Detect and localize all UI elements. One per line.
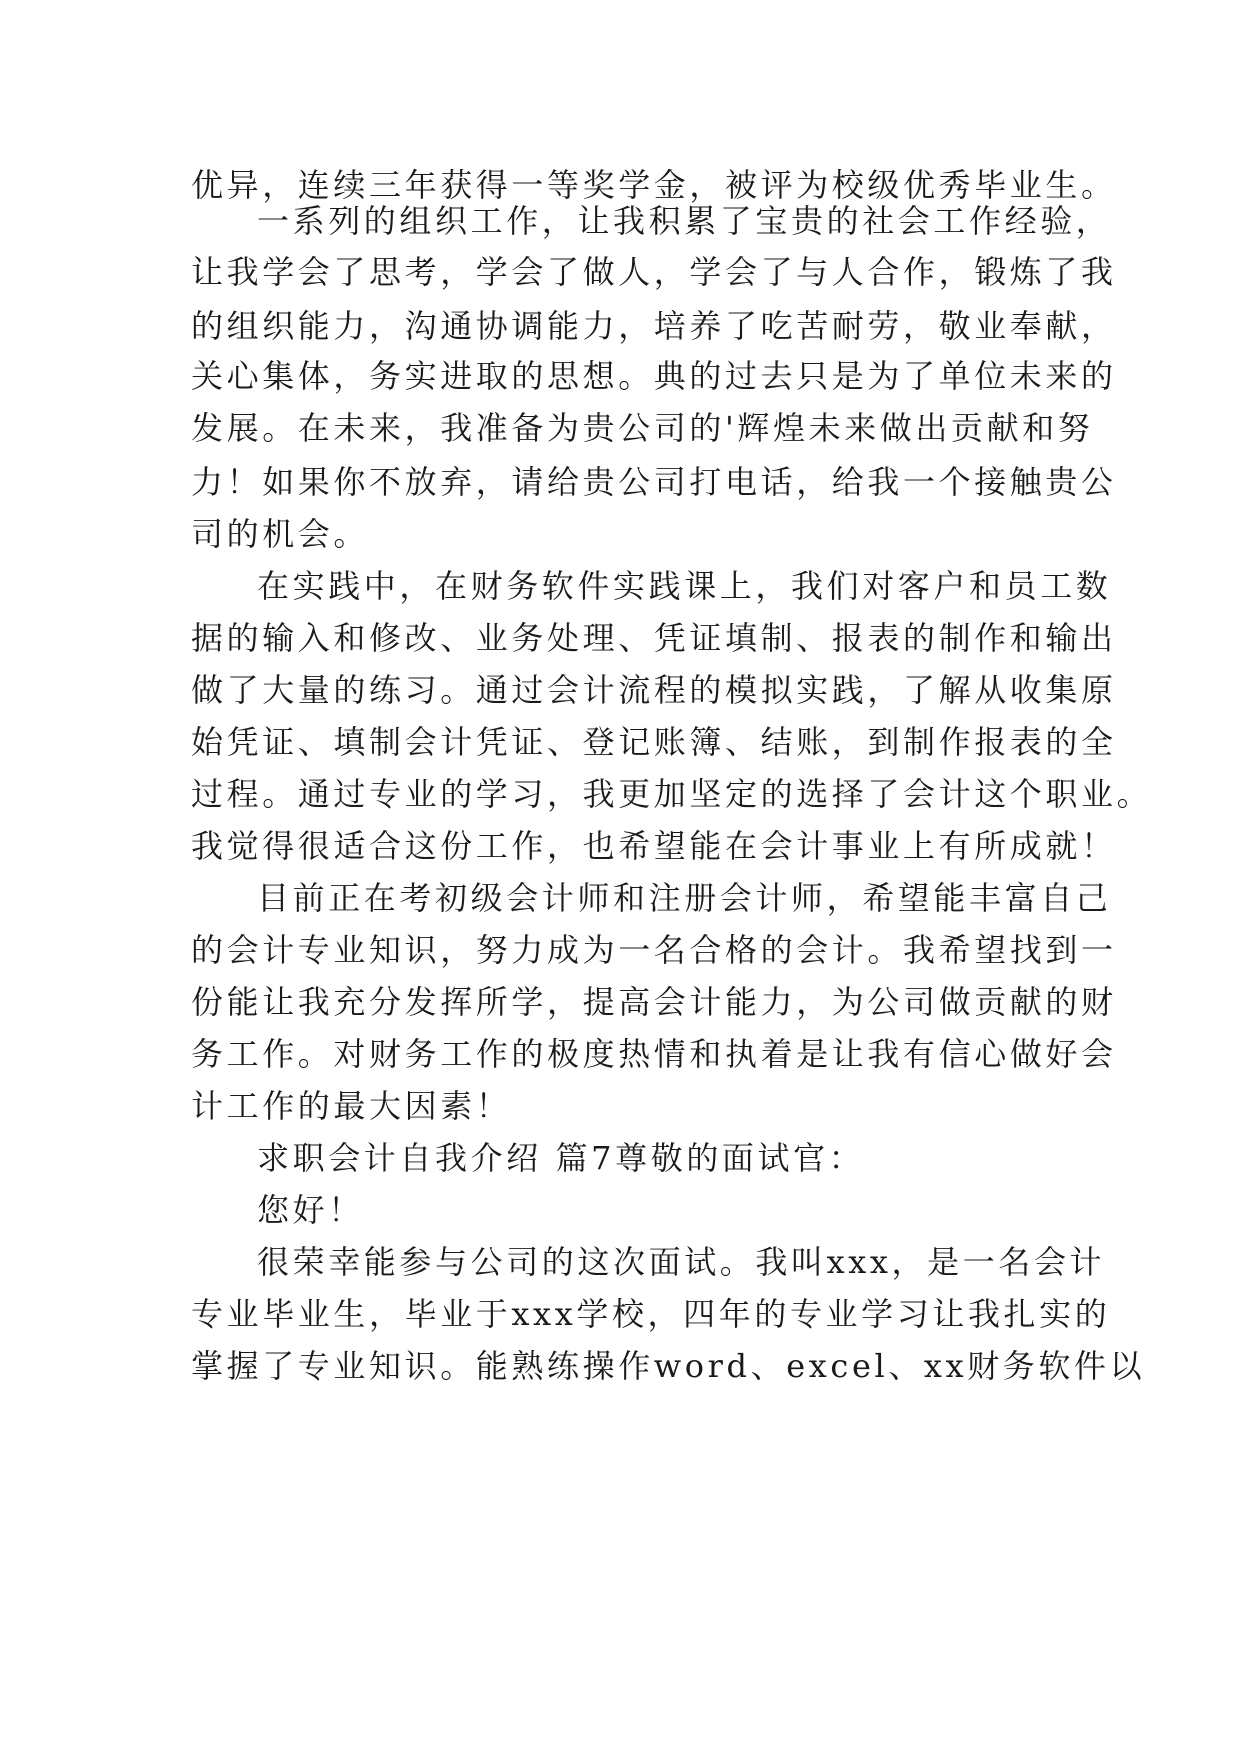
text-line: 专业毕业生，毕业于xxx学校，四年的专业学习让我扎实的: [191, 1295, 1111, 1333]
text-line: 力！如果你不放弃，请给贵公司打电话，给我一个接触贵公: [191, 463, 1117, 501]
text-line: 的组织能力，沟通协调能力，培养了吃苦耐劳，敬业奉献，: [191, 307, 1117, 345]
paragraph-first-line: 很荣幸能参与公司的这次面试。我叫xxx，是一名会计: [257, 1243, 1106, 1281]
text-line: 优异，连续三年获得一等奖学金，被评为校级优秀毕业生。: [191, 166, 1117, 204]
section-heading: 求职会计自我介绍 篇7尊敬的面试官：: [257, 1139, 865, 1177]
paragraph-first-line: 在实践中，在财务软件实践课上，我们对客户和员工数: [257, 567, 1112, 605]
text-line: 过程。通过专业的学习，我更加坚定的选择了会计这个职业。: [191, 775, 1153, 813]
text-line: 的会计专业知识，努力成为一名合格的会计。我希望找到一: [191, 931, 1117, 969]
text-line: 据的输入和修改、业务处理、凭证填制、报表的制作和输出: [191, 619, 1117, 657]
text-line: 掌握了专业知识。能熟练操作word、excel、xx财务软件以: [191, 1347, 1146, 1385]
text-line: 份能让我充分发挥所学，提高会计能力，为公司做贡献的财: [191, 983, 1117, 1021]
text-line: 司的机会。: [191, 515, 370, 553]
text-line: 做了大量的练习。通过会计流程的模拟实践，了解从收集原: [191, 671, 1117, 709]
paragraph-first-line: 目前正在考初级会计师和注册会计师，希望能丰富自己: [257, 879, 1112, 917]
text-line: 务工作。对财务工作的极度热情和执着是让我有信心做好会: [191, 1035, 1117, 1073]
text-line: 我觉得很适合这份工作，也希望能在会计事业上有所成就！: [191, 827, 1117, 865]
text-line: 始凭证、填制会计凭证、登记账簿、结账，到制作报表的全: [191, 723, 1117, 761]
salutation: 您好！: [257, 1191, 364, 1229]
text-line: 让我学会了思考，学会了做人，学会了与人合作，锻炼了我: [191, 253, 1117, 291]
paragraph-first-line: 一系列的组织工作，让我积累了宝贵的社会工作经验，: [257, 202, 1112, 240]
text-line: 关心集体，务实进取的思想。典的过去只是为了单位未来的: [191, 357, 1117, 395]
text-line: 计工作的最大因素！: [191, 1087, 512, 1125]
text-line: 发展。在未来，我准备为贵公司的'辉煌未来做出贡献和努: [191, 409, 1094, 447]
